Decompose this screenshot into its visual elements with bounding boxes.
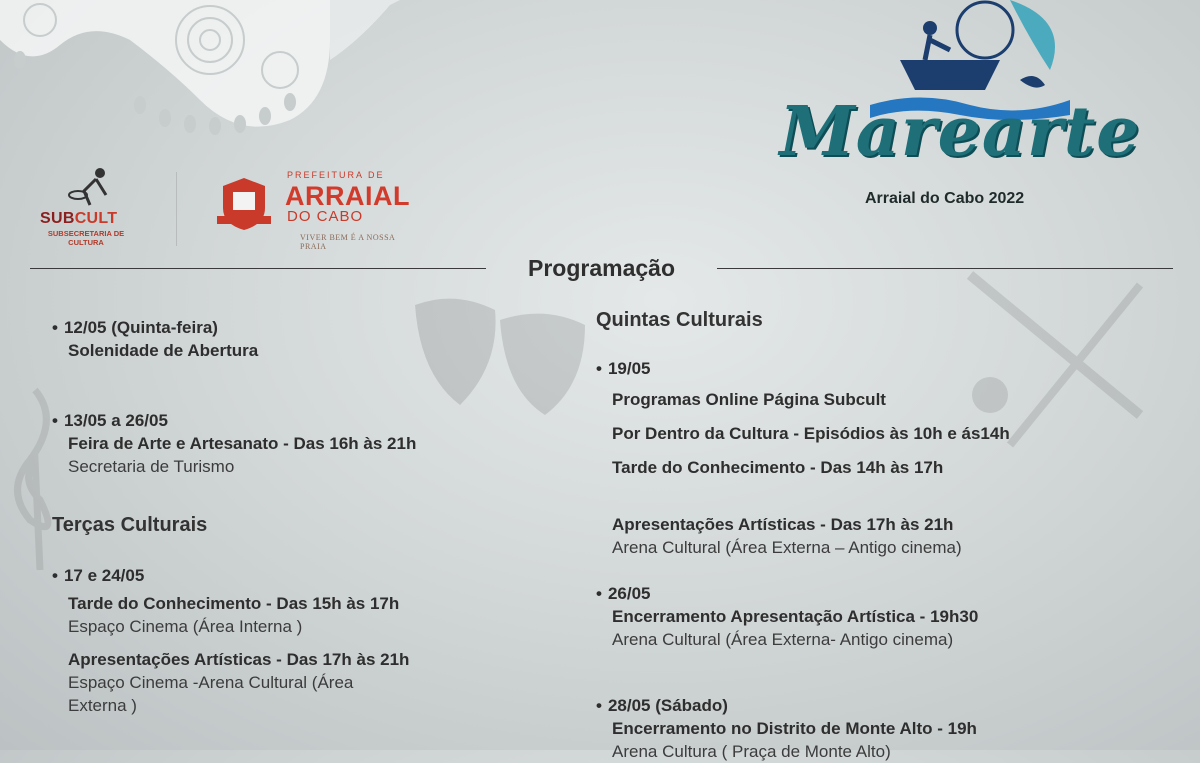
event-place: Arena Cultural (Área Externa- Antigo cinema) xyxy=(612,630,954,649)
event-date: 12/05 (Quinta-feira) xyxy=(63,318,218,337)
event-date: 17 e 24/05 xyxy=(63,566,145,585)
program-heading: Programação xyxy=(527,255,675,281)
bullet: • xyxy=(52,566,58,585)
prefeitura-logo xyxy=(215,170,420,251)
event-line: Tarde do Conhecimento - Das 14h às 17h xyxy=(612,458,944,477)
event-date: 28/05 (Sábado) xyxy=(607,696,728,715)
event-item xyxy=(52,409,416,478)
lace-decoration xyxy=(0,0,440,140)
bullet: • xyxy=(596,359,602,378)
event-place: Externa ) xyxy=(68,696,137,715)
event-title: Marearte xyxy=(779,92,1141,172)
event-subtitle: Arraial do Cabo 2022 xyxy=(865,190,1025,207)
event-title: Tarde do Conhecimento - Das 15h às 17h xyxy=(68,594,400,613)
drummer-icon xyxy=(60,165,120,207)
event-place: Espaço Cinema (Área Interna ) xyxy=(68,617,303,636)
event-date: 26/05 xyxy=(607,584,651,603)
event-brand xyxy=(740,0,1180,220)
event-item xyxy=(52,316,258,362)
event-date: 19/05 xyxy=(607,359,651,378)
prefeitura-slogan: VIVER BEM É A NOSSA PRAIA xyxy=(300,233,395,251)
event-place: Secretaria de Turismo xyxy=(68,457,235,476)
event-title: Apresentações Artísticas - Das 17h às 21h xyxy=(68,650,410,669)
event-title: Feira de Arte e Artesanato - Das 16h às 21h xyxy=(68,434,417,453)
bullet: • xyxy=(596,696,602,715)
bullet: • xyxy=(52,411,58,430)
bullet: • xyxy=(52,318,58,337)
event-item xyxy=(596,357,1010,559)
city-crest-icon xyxy=(215,174,273,232)
subcult-wordmark: SUBCULT xyxy=(40,210,118,227)
event-line: Apresentações Artísticas - Das 17h às 21h xyxy=(612,515,954,534)
event-item xyxy=(52,564,409,717)
subcult-caption: SUBSECRETARIA DE CULTURA xyxy=(47,229,125,247)
event-title: Encerramento Apresentação Artística - 19h30 xyxy=(612,607,979,626)
heading-rule-right xyxy=(717,268,1173,269)
prefeitura-city-suffix: DO CABO xyxy=(287,208,364,225)
theatre-masks-watermark xyxy=(405,295,595,425)
prefeitura-label: PREFEITURA DE xyxy=(287,170,385,180)
event-line: Por Dentro da Cultura - Episódios às 10h e ás14h xyxy=(612,424,1010,443)
logo-divider xyxy=(176,172,177,246)
bullet: • xyxy=(596,584,602,603)
event-place: Espaço Cinema -Arena Cultural (Área xyxy=(68,673,354,692)
event-place: Arena Cultura ( Praça de Monte Alto) xyxy=(612,742,891,761)
event-title: Encerramento no Distrito de Monte Alto - 19h xyxy=(612,719,977,738)
event-place: Arena Cultural (Área Externa – Antigo cinema) xyxy=(612,538,962,557)
event-item xyxy=(596,582,978,651)
subcult-logo xyxy=(36,165,136,250)
event-date: 13/05 a 26/05 xyxy=(63,411,168,430)
prefeitura-city: ARRAIAL xyxy=(285,181,410,211)
section-title: Terças Culturais xyxy=(52,514,208,536)
section-title: Quintas Culturais xyxy=(596,309,763,331)
heading-rule-left xyxy=(30,268,486,269)
event-item xyxy=(596,694,977,763)
event-title: Solenidade de Abertura xyxy=(68,341,259,360)
event-line: Programas Online Página Subcult xyxy=(612,390,886,409)
